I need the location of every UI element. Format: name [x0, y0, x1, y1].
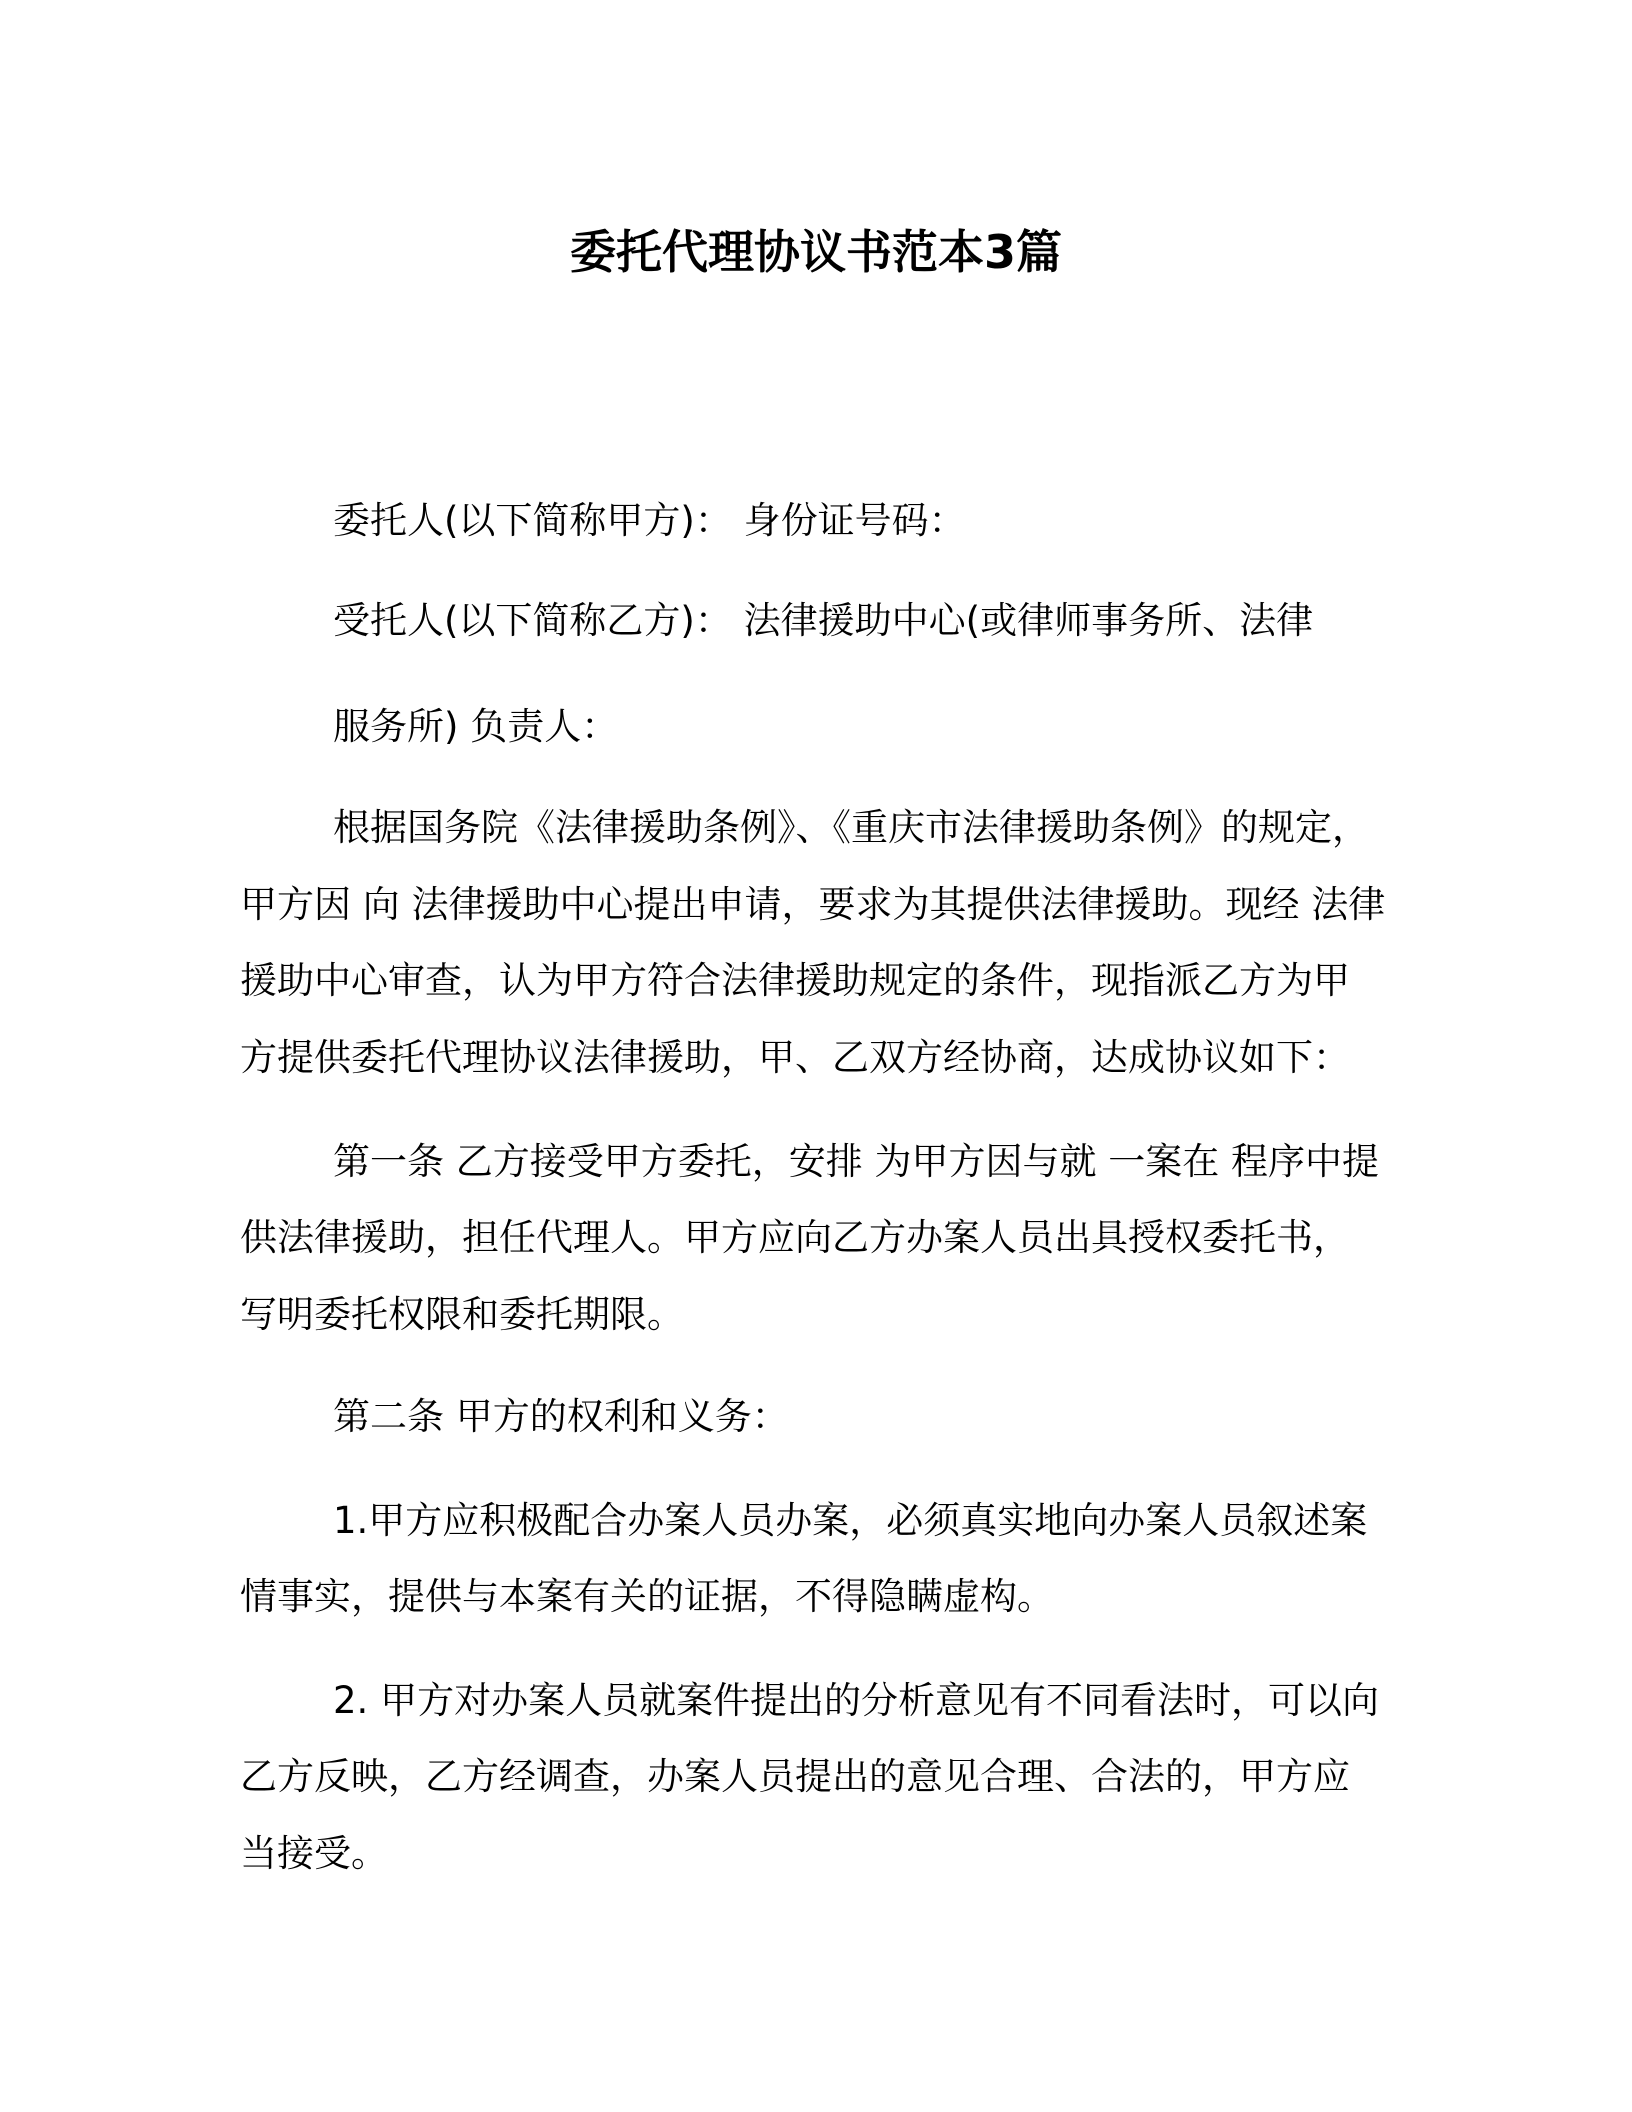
text-line: 第一条 乙方接受甲方委托，安排 为甲方因与就 一案在 程序中提 — [333, 1140, 1380, 1183]
text-line: 第二条 甲方的权利和义务： — [333, 1395, 789, 1438]
text-line: 委托人(以下简称甲方)： 身份证号码： — [333, 499, 966, 542]
text-line: 甲方因 向 法律援助中心提出申请，要求为其提供法律援助。现经 法律 — [240, 883, 1386, 926]
text-line: 援助中心审查，认为甲方符合法律援助规定的条件，现指派乙方为甲 — [240, 959, 1350, 1002]
text-line: 根据国务院《法律援助条例》、《重庆市法律援助条例》的规定， — [333, 806, 1369, 849]
text-line: 服务所) 负责人： — [333, 705, 619, 748]
text-line: 1.甲方应积极配合办案人员办案，必须真实地向办案人员叙述案 — [333, 1499, 1368, 1542]
text-line: 方提供委托代理协议法律援助，甲、乙双方经协商，达成协议如下： — [240, 1036, 1350, 1079]
text-line: 写明委托权限和委托期限。 — [240, 1293, 684, 1336]
text-line: 受托人(以下简称乙方)： 法律援助中心(或律师事务所、法律 — [333, 599, 1314, 642]
text-line: 情事实，提供与本案有关的证据，不得隐瞒虚构。 — [240, 1575, 1054, 1618]
text-line: 乙方反映，乙方经调查，办案人员提出的意见合理、合法的，甲方应 — [240, 1755, 1350, 1798]
document-title: 委托代理协议书范本3篇 — [569, 225, 1062, 279]
text-line: 当接受。 — [240, 1832, 388, 1875]
text-line: 供法律援助，担任代理人。甲方应向乙方办案人员出具授权委托书， — [240, 1216, 1350, 1259]
text-line: 2. 甲方对办案人员就案件提出的分析意见有不同看法时，可以向 — [333, 1679, 1380, 1722]
